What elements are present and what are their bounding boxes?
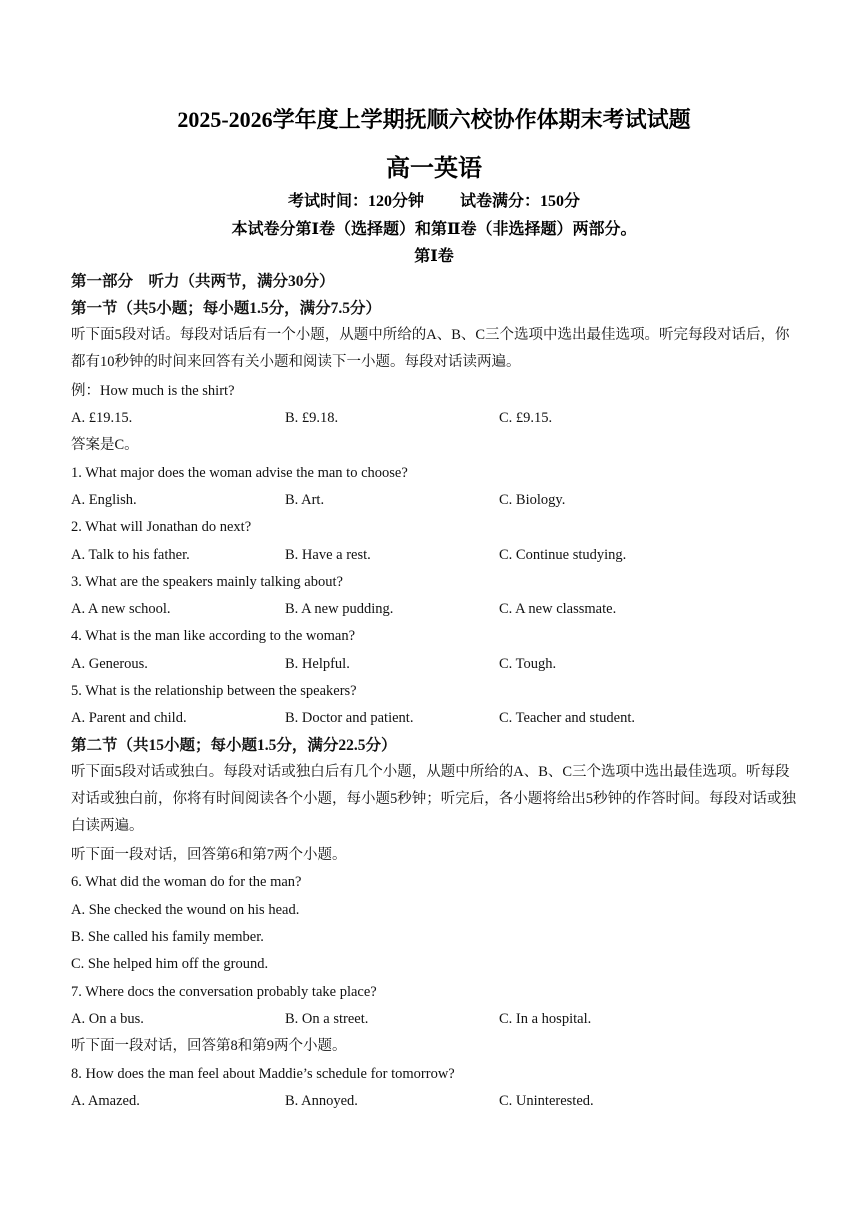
q8-option-b: B. Annoyed. xyxy=(285,1093,358,1109)
q5-option-a: A. Parent and child. xyxy=(71,710,187,726)
example-option-a: A. £19.15. xyxy=(71,410,133,426)
example-option-c: C. £9.15. xyxy=(499,410,553,426)
section2-heading: 第二节（共15小题；每小题1.5分，满分22.5分） xyxy=(71,737,397,754)
q6-option-c: C. She helped him off the ground. xyxy=(71,956,269,972)
example-option-b: B. £9.18. xyxy=(285,410,339,426)
dialog2-intro: 听下面一段对话，回答第8和第9两个小题。 xyxy=(71,1038,347,1054)
q8-option-a: A. Amazed. xyxy=(71,1093,140,1109)
section1-heading: 第一节（共5小题；每小题1.5分，满分7.5分） xyxy=(71,300,382,317)
section2-instructions: 听下面5段对话或独白。每段对话或独白后有几个小题，从题中所给的A、B、C三个选项中选出最佳选项。听每段对话或独白前，你将有时间阅读各个小题，每小题5秒钟；听完后，各小题将给出5秒钟的作答时间。每段对话或独白读两遍。 xyxy=(71,764,796,834)
q4-option-c: C. Tough. xyxy=(499,656,557,672)
q1-option-c: C. Biology. xyxy=(499,492,566,508)
q2-option-a: A. Talk to his father. xyxy=(71,547,190,563)
q2-option-b: B. Have a rest. xyxy=(285,547,371,563)
time-label: 考试时间：120分钟 xyxy=(287,193,424,210)
q6-option-a: A. She checked the wound on his head. xyxy=(71,902,300,918)
question-4: 4. What is the man like according to the woman? xyxy=(71,628,356,644)
question-8: 8. How does the man feel about Maddie’s schedule for tomorrow? xyxy=(71,1066,455,1082)
dialog1-intro: 听下面一段对话，回答第6和第7两个小题。 xyxy=(71,847,347,863)
q7-option-c: C. In a hospital. xyxy=(499,1011,592,1027)
q4-option-b: B. Helpful. xyxy=(285,656,350,672)
exam-title: 2025-2026学年度上学期抚顺六校协作体期末考试试题 xyxy=(177,107,691,132)
q4-option-a: A. Generous. xyxy=(71,656,148,672)
q8-option-c: C. Uninterested. xyxy=(499,1093,594,1109)
q7-option-b: B. On a street. xyxy=(285,1011,369,1027)
subject-title: 高一英语 xyxy=(386,156,482,182)
q2-option-c: C. Continue studying. xyxy=(499,547,627,563)
question-1: 1. What major does the woman advise the man to choose? xyxy=(71,465,408,481)
question-7: 7. Where docs the conversation probably take place? xyxy=(71,984,377,1000)
example-answer: 答案是C。 xyxy=(71,437,139,453)
part1-heading: 第一部分 听力（共两节，满分30分） xyxy=(71,273,335,290)
q3-option-a: A. A new school. xyxy=(71,601,171,617)
section1-instructions: 听下面5段对话。每段对话后有一个小题，从题中所给的A、B、C三个选项中选出最佳选项。听完每段对话后，你都有10秒钟的时间来回答有关小题和阅读下一小题。每段对话读两遍。 xyxy=(71,327,790,370)
score-label: 试卷满分：150分 xyxy=(460,193,581,210)
example-question: 例：How much is the shirt? xyxy=(71,383,235,399)
q5-option-c: C. Teacher and student. xyxy=(499,710,636,726)
q6-option-b: B. She called his family member. xyxy=(71,929,264,945)
q5-option-b: B. Doctor and patient. xyxy=(285,710,414,726)
q3-option-c: C. A new classmate. xyxy=(499,601,617,617)
structure-note: 本试卷分第Ⅰ卷（选择题）和第Ⅱ卷（非选择题）两部分。 xyxy=(231,221,637,238)
q7-option-a: A. On a bus. xyxy=(71,1011,144,1027)
question-3: 3. What are the speakers mainly talking about? xyxy=(71,574,343,590)
q1-option-a: A. English. xyxy=(71,492,137,508)
question-2: 2. What will Jonathan do next? xyxy=(71,519,252,535)
q1-option-b: B. Art. xyxy=(285,492,325,508)
volume-label: 第Ⅰ卷 xyxy=(414,248,454,265)
question-5: 5. What is the relationship between the speakers? xyxy=(71,683,357,699)
question-6: 6. What did the woman do for the man? xyxy=(71,874,302,890)
exam-info xyxy=(0,188,868,211)
q3-option-b: B. A new pudding. xyxy=(285,601,394,617)
